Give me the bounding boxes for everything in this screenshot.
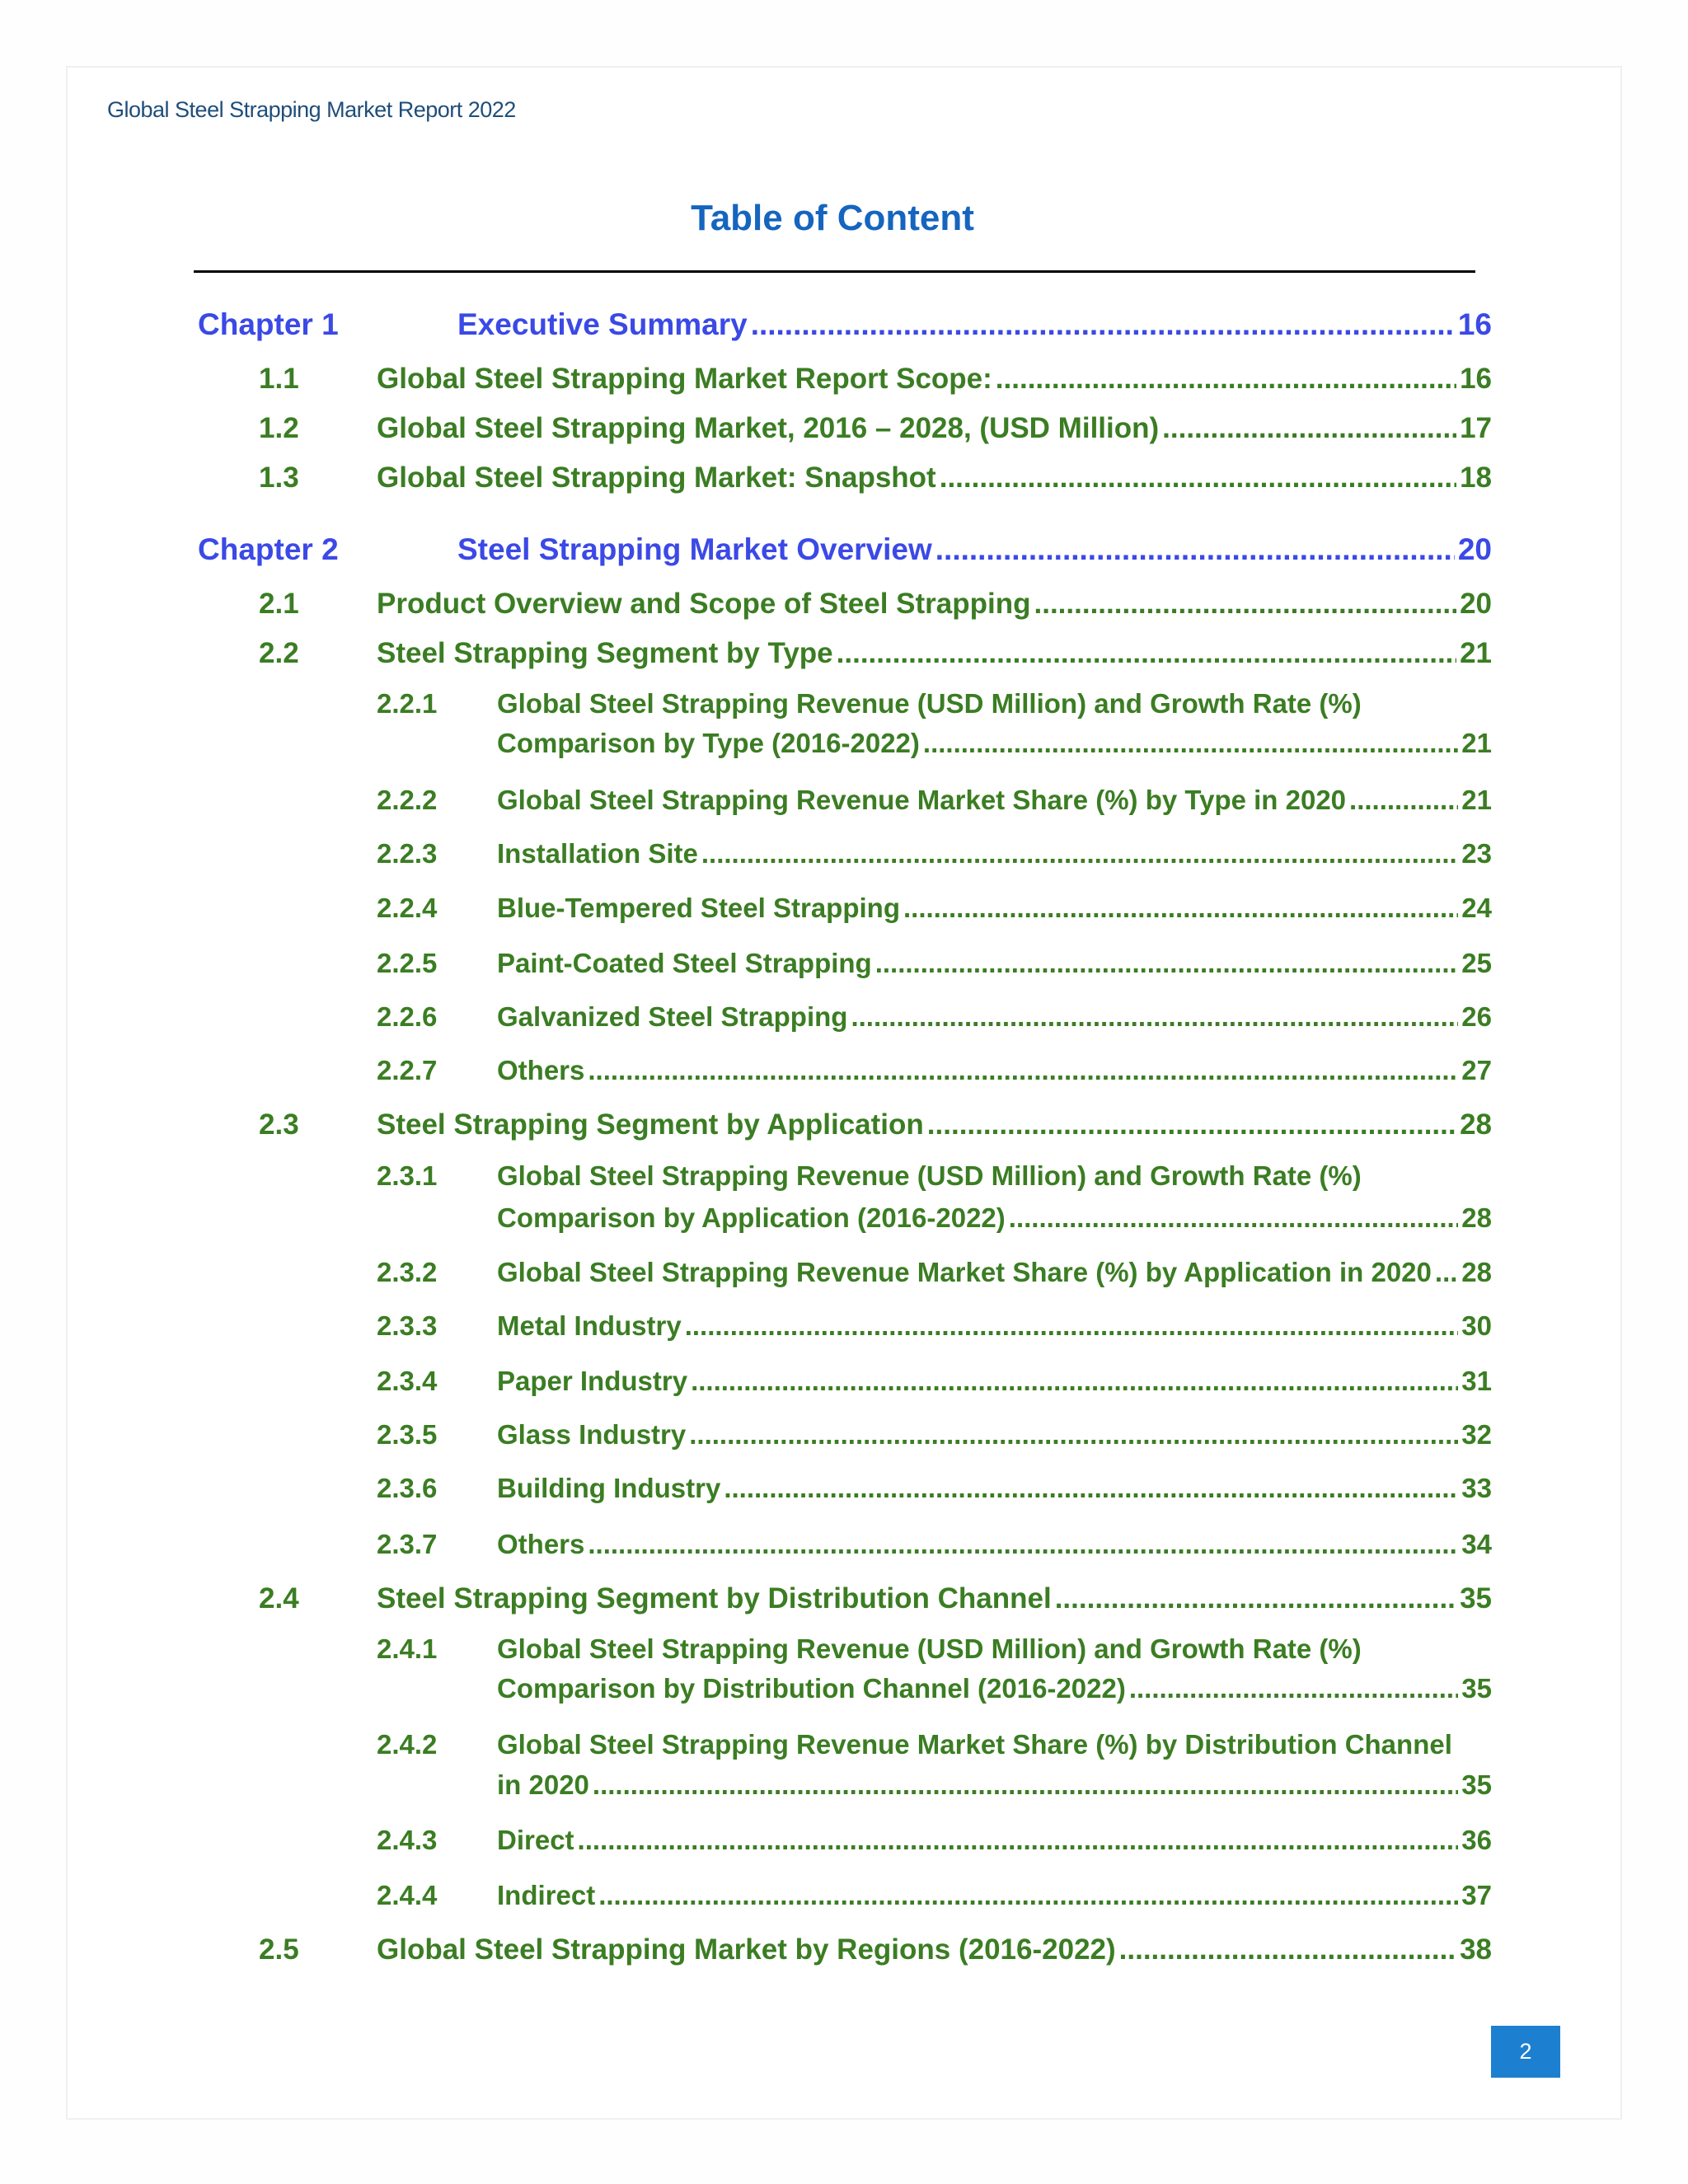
toc-entry-page: 35: [1461, 1673, 1492, 1704]
toc-chapter-2[interactable]: [198, 532, 1492, 566]
toc-entry-title: Paper Industry: [497, 1366, 688, 1396]
toc-entry-page: 28: [1461, 1202, 1492, 1233]
toc-entry-title-line2: in 2020: [497, 1769, 589, 1800]
toc-entry-title: Steel Strapping Segment by Type: [377, 637, 833, 669]
dot-leader: [837, 637, 1456, 670]
dot-leader: [996, 363, 1456, 396]
toc-entry-2-3-2[interactable]: [377, 1256, 1492, 1289]
toc-entry-page: 28: [1461, 1257, 1492, 1287]
entry-number: 2.1: [259, 588, 299, 620]
toc-entry-title: Installation Site: [497, 838, 698, 869]
toc-entry-title: Steel Strapping Market Overview: [457, 532, 932, 566]
toc-entry-page: 21: [1461, 785, 1492, 815]
dot-leader: [1009, 1202, 1459, 1235]
entry-number: 2.3.3: [377, 1310, 438, 1341]
toc-entry-page: 34: [1461, 1529, 1492, 1559]
dot-leader: [1162, 412, 1456, 445]
toc-entry-title: Global Steel Strapping Market Report Scope:: [377, 363, 992, 395]
toc-entry-page: 16: [1457, 307, 1492, 341]
toc-entry-page: 17: [1460, 412, 1492, 444]
toc-entry-page: 23: [1461, 838, 1492, 869]
toc-entry-page: 20: [1457, 532, 1492, 566]
toc-entry-page: 18: [1460, 462, 1492, 494]
toc-entry-title: Global Steel Strapping Revenue Market Share (%) by Application in 2020: [497, 1257, 1432, 1287]
dot-leader: [851, 1001, 1458, 1033]
toc-entry-title: Global Steel Strapping Market, 2016 – 2028, (USD Million): [377, 412, 1160, 444]
dot-leader: [593, 1769, 1458, 1802]
entry-number: 2.2.6: [377, 1001, 438, 1032]
toc-entry-page: 32: [1461, 1419, 1492, 1450]
toc-entry-title-line2: Comparison by Application (2016-2022): [497, 1202, 1006, 1233]
dot-leader: [588, 1528, 1458, 1561]
toc-entry-page: 31: [1461, 1366, 1492, 1396]
toc-entry-2-2-4[interactable]: [377, 892, 1492, 925]
toc-entry-title: Building Industry: [497, 1473, 721, 1503]
toc-entry-2-3-7[interactable]: [377, 1528, 1492, 1561]
toc-entry-2-5[interactable]: [259, 1933, 1492, 1966]
toc-entry-title: Global Steel Strapping Market by Regions (2016-2022): [377, 1933, 1116, 1966]
entry-number: 2.3.4: [377, 1366, 438, 1396]
toc-entry-2-4-2[interactable]: [377, 1728, 1492, 1802]
toc-entry-2-4-4[interactable]: [377, 1879, 1492, 1912]
toc-entry-page: 35: [1461, 1769, 1492, 1800]
dot-leader: [1034, 588, 1457, 621]
chapter-number: Chapter 2: [198, 532, 339, 566]
dot-leader: [1435, 1256, 1458, 1289]
entry-number: 2.3.2: [377, 1257, 438, 1287]
toc-entry-2-3-5[interactable]: [377, 1418, 1492, 1451]
toc-entry-page: 20: [1460, 588, 1492, 620]
toc-entry-1-3[interactable]: [259, 462, 1492, 494]
dot-leader: [724, 1472, 1458, 1505]
toc-entry-title: Blue-Tempered Steel Strapping: [497, 893, 900, 923]
toc-chapter-1[interactable]: [198, 307, 1492, 341]
toc-entry-title: Others: [497, 1529, 585, 1559]
toc-entry-title: Steel Strapping Segment by Distribution Channel: [377, 1582, 1052, 1615]
dot-leader: [701, 837, 1458, 870]
toc-entry-2-2[interactable]: [259, 637, 1492, 670]
toc-entry-title: Product Overview and Scope of Steel Strapping: [377, 588, 1031, 620]
toc-entry-page: 27: [1461, 1055, 1492, 1085]
toc-entry-2-3-1[interactable]: [377, 1160, 1492, 1235]
dot-leader: [1349, 784, 1458, 817]
toc-entry-2-2-7[interactable]: [377, 1054, 1492, 1087]
entry-number: 2.3: [259, 1108, 299, 1141]
toc-entry-2-4-3[interactable]: [377, 1824, 1492, 1857]
dot-leader: [685, 1310, 1459, 1343]
toc-entry-title-line1: Global Steel Strapping Revenue Market Share (%) by Distribution Channel: [497, 1729, 1452, 1760]
toc-entry-title: Global Steel Strapping Revenue Market Share (%) by Type in 2020: [497, 785, 1347, 815]
toc-entry-page: 35: [1460, 1582, 1492, 1615]
entry-number: 2.3.6: [377, 1473, 438, 1503]
entry-number: 1.2: [259, 412, 299, 444]
dot-leader: [940, 462, 1456, 494]
entry-number: 2.4: [259, 1582, 299, 1615]
entry-number: 2.2.7: [377, 1055, 438, 1085]
toc-entry-title: Executive Summary: [457, 307, 748, 341]
toc-entry-2-2-5[interactable]: [377, 947, 1492, 980]
dot-leader: [689, 1418, 1458, 1451]
dot-leader: [935, 533, 1455, 566]
toc-entry-title: Metal Industry: [497, 1310, 682, 1341]
toc-entry-page: 21: [1460, 637, 1492, 669]
dot-leader: [923, 727, 1458, 760]
toc-entry-page: 21: [1461, 728, 1492, 758]
toc-entry-title: Global Steel Strapping Market: Snapshot: [377, 462, 936, 494]
toc-entry-page: 38: [1460, 1933, 1492, 1966]
entry-number: 1.1: [259, 363, 299, 395]
toc-entry-page: 28: [1460, 1108, 1492, 1141]
toc-entry-title-line1: Global Steel Strapping Revenue (USD Million) and Growth Rate (%): [497, 1160, 1362, 1191]
entry-number: 2.2.1: [377, 688, 438, 719]
entry-number: 2.2.4: [377, 893, 438, 923]
entry-number: 2.4.1: [377, 1633, 438, 1664]
dot-leader: [875, 947, 1459, 980]
toc-entry-2-2-1[interactable]: [377, 687, 1492, 760]
entry-number: 2.2.5: [377, 948, 438, 978]
dot-leader: [691, 1365, 1458, 1398]
toc-entry-page: 26: [1461, 1001, 1492, 1032]
page-number-badge: 2: [1491, 2026, 1560, 2078]
entry-number: 2.4.2: [377, 1729, 438, 1760]
toc-entry-page: 30: [1461, 1310, 1492, 1341]
toc-title: Table of Content: [691, 198, 974, 238]
toc-entry-2-2-6[interactable]: [377, 1001, 1492, 1033]
toc-entry-2-1[interactable]: [259, 588, 1492, 621]
toc-entry-title-line1: Global Steel Strapping Revenue (USD Million) and Growth Rate (%): [497, 688, 1362, 719]
chapter-number: Chapter 1: [198, 307, 339, 341]
entry-number: 2.2.2: [377, 785, 438, 815]
toc-entry-title-line1: Global Steel Strapping Revenue (USD Million) and Growth Rate (%): [497, 1633, 1362, 1664]
toc-entry-2-4-1[interactable]: [377, 1633, 1492, 1705]
dot-leader: [903, 892, 1458, 925]
toc-entry-page: 25: [1461, 948, 1492, 978]
toc-entry-title: Others: [497, 1055, 585, 1085]
toc-entry-title: Indirect: [497, 1880, 596, 1910]
dot-leader: [588, 1054, 1458, 1087]
dot-leader: [578, 1824, 1459, 1857]
toc-entry-2-3-6[interactable]: [377, 1472, 1492, 1505]
toc-entry-page: 33: [1461, 1473, 1492, 1503]
entry-number: 1.3: [259, 462, 299, 494]
toc-entry-title: Galvanized Steel Strapping: [497, 1001, 848, 1032]
entry-number: 2.4.4: [377, 1880, 438, 1910]
toc-entry-page: 37: [1461, 1880, 1492, 1910]
entry-number: 2.2.3: [377, 838, 438, 869]
toc-entry-title-line2: Comparison by Type (2016-2022): [497, 728, 920, 758]
toc-entry-page: 16: [1460, 363, 1492, 395]
toc-entry-2-3-4[interactable]: [377, 1365, 1492, 1398]
toc-entry-2-3[interactable]: [259, 1108, 1492, 1141]
entry-number: 2.3.1: [377, 1160, 438, 1191]
dot-leader: [1119, 1933, 1456, 1966]
toc-entry-title-line2: Comparison by Distribution Channel (2016-2022): [497, 1673, 1126, 1704]
toc-entry-2-3-3[interactable]: [377, 1310, 1492, 1343]
entry-number: 2.5: [259, 1933, 299, 1966]
entry-number: 2.4.3: [377, 1825, 438, 1855]
toc-entry-2-2-3[interactable]: [377, 837, 1492, 870]
toc-entry-2-4[interactable]: [259, 1582, 1492, 1615]
toc-entry-2-2-2[interactable]: [377, 784, 1492, 817]
dot-leader: [1055, 1582, 1456, 1615]
entry-number: 2.3.7: [377, 1529, 438, 1559]
dot-leader: [1129, 1672, 1458, 1705]
entry-number: 2.3.5: [377, 1419, 438, 1450]
toc-entry-1-1[interactable]: [259, 363, 1492, 396]
toc-entry-title: Direct: [497, 1825, 574, 1855]
toc-entry-title: Glass Industry: [497, 1419, 687, 1450]
toc-entry-page: 36: [1461, 1825, 1492, 1855]
dot-leader: [598, 1879, 1458, 1912]
dot-leader: [751, 308, 1455, 341]
toc-entry-title: Steel Strapping Segment by Application: [377, 1108, 924, 1141]
dot-leader: [927, 1108, 1456, 1141]
toc-entry-page: 24: [1461, 893, 1492, 923]
toc-entry-title: Paint-Coated Steel Strapping: [497, 948, 872, 978]
entry-number: 2.2: [259, 637, 299, 669]
toc-entry-1-2[interactable]: [259, 412, 1492, 445]
report-header: Global Steel Strapping Market Report 2022: [107, 97, 516, 122]
